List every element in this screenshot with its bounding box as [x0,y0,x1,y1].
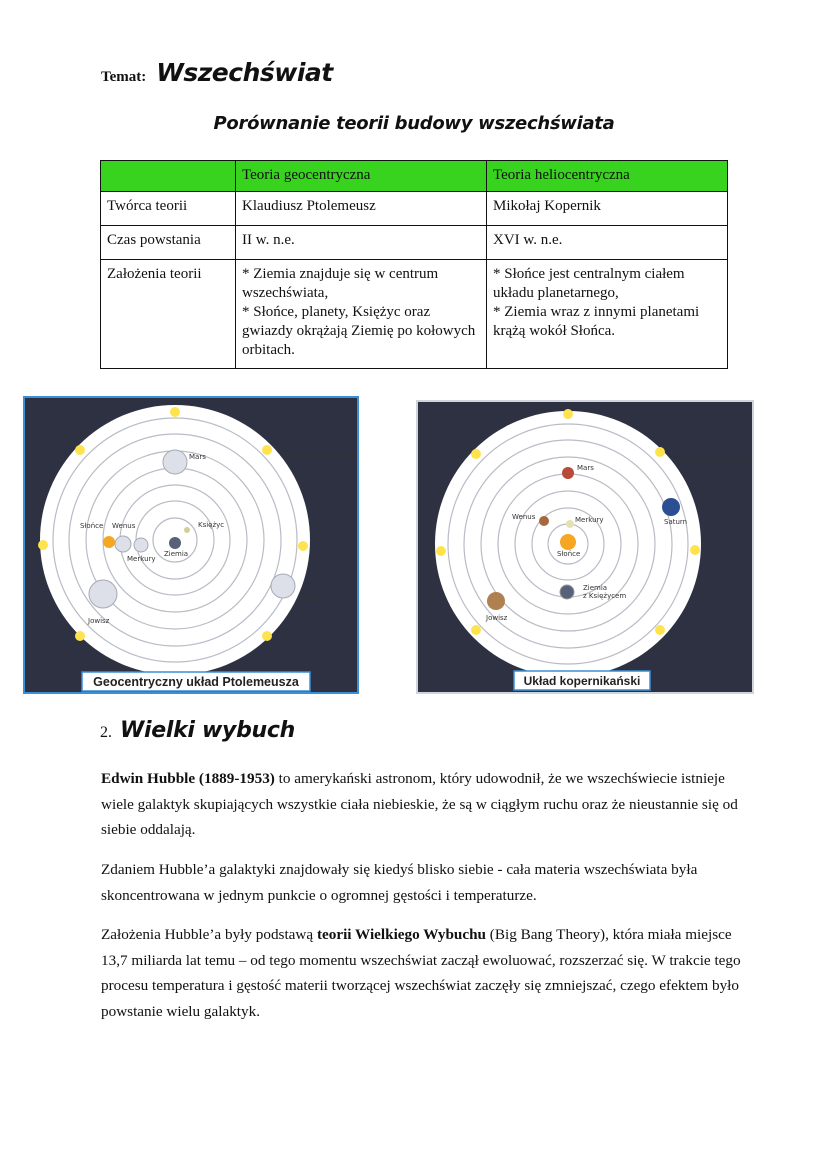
jupiter-icon [487,592,505,610]
venus-icon [539,516,549,526]
label-mars: Mars [189,453,206,461]
table-cell: Klaudiusz Ptolemeusz [236,192,487,226]
geocentric-caption: Geocentryczny układ Ptolemeusza [93,675,299,689]
label-mars: Mars [577,464,594,472]
star-icon [262,445,272,455]
paragraph-galaxies: Zdaniem Hubble’a galaktyki znajdowały się kiedyś blisko siebie - cała materia wszechświata była skoncentrowana w jednym punkcie o ogromnej gęstości i temperaturze. [101,861,698,904]
table-cell: II w. n.e. [236,226,487,260]
star-icon [75,631,85,641]
heliocentric-diagram [416,400,754,696]
table-row [101,192,728,226]
label-venus: Wenus [112,522,136,530]
paragraph-bold: Edwin Hubble (1889-1953) [101,770,275,787]
table-header-cell: Teoria heliocentryczna [487,161,728,192]
star-icon [471,449,481,459]
geocentric-diagram [23,396,359,694]
paragraph-bold: teorii Wielkiego Wybuchu [316,926,486,943]
label-jupiter: Jowisz [486,614,508,622]
earth-icon [169,537,181,549]
section-heading [100,718,295,743]
label-jupiter: Jowisz [88,617,110,625]
saturn-icon [662,498,680,516]
paragraph-big-bang [101,922,741,1024]
label-sphere: sfera gwiazd stałych [678,456,750,464]
mercury-icon [566,520,574,528]
label-saturn: Saturn [664,518,688,526]
topic-title: Wszechświat [156,58,333,87]
label-mercury: Merkury [575,516,604,524]
label-saturn: Saturn [301,593,325,601]
label-venus: Wenus [512,513,536,521]
comparison-table [100,160,728,369]
star-icon [655,447,665,457]
label-earth: Ziemia [583,584,608,592]
label-earth: Ziemia [164,550,189,558]
section-number: 2. [100,724,112,741]
table-row [101,226,728,260]
topic-row [101,58,333,87]
star-icon [563,409,573,419]
paragraph-text: Założenia Hubble’a były podstawą [101,926,317,943]
star-icon [75,445,85,455]
table-cell: Mikołaj Kopernik [487,192,728,226]
table-cell: Założenia teorii [101,260,236,369]
label-moon: Księżyc [198,521,225,529]
table-cell: * Ziemia znajduje się w centrum wszechświata, * Słońce, planety, Księżyc oraz gwiazdy okrążają Ziemię po kołowych orbitach. [236,260,487,369]
sun-icon [560,534,576,550]
label-earth-moon: z Księżycem [583,592,627,600]
heliocentric-caption: Układ kopernikański [523,674,641,688]
label-mercury: Merkury [127,555,156,563]
page-subtitle: Porównanie teorii budowy wszechświata [213,113,615,134]
paragraph-hubble [101,766,741,843]
table-cell: Czas powstania [101,226,236,260]
star-icon [38,540,48,550]
star-icon [262,631,272,641]
label-sun: Słońce [557,550,581,558]
earth-icon [560,585,574,599]
paragraph-text: to amerykański astronom, który udowodnił, że we wszechświecie istnieje wiele galaktyk skupiających wszystkie ciała niebieskie, że są w ciągłym ruchu oraz że nieustannie się od siebie oddalają. [101,770,738,838]
mars-icon [562,467,574,479]
table-cell: * Słońce jest centralnym ciałem układu planetarnego, * Ziemia wraz z innymi planetami krążą wokół Słońca. [487,260,728,369]
star-icon [655,625,665,635]
topic-label: Temat: [101,69,147,85]
sun-icon [103,536,115,548]
table-cell: Twórca teorii [101,192,236,226]
star-icon [298,541,308,551]
moon-icon [184,527,190,533]
star-icon [471,625,481,635]
section-title: Wielki wybuch [120,718,295,743]
star-icon [436,546,446,556]
paragraph-text: (Big Bang Theory), która miała miejsce 13,7 miliarda lat temu – od tego momentu wszechświat zaczął ewoluować, rozszerzać się. W trakcie tego procesu temperatura i gęstość materii tworzącej wszechświat zaczęły się zmniejszać, czego efektem było powstanie wielu galaktyk. [101,926,741,1020]
label-sun: Słońce [80,522,104,530]
table-header-cell: Teoria geocentryczna [236,161,487,192]
table-cell: XVI w. n.e. [487,226,728,260]
table-header-row [101,161,728,192]
table-row [101,260,728,369]
label-sphere: sfera gwiazd stałych [284,452,356,460]
star-icon [170,407,180,417]
table-header-cell [101,161,236,192]
star-icon [690,545,700,555]
